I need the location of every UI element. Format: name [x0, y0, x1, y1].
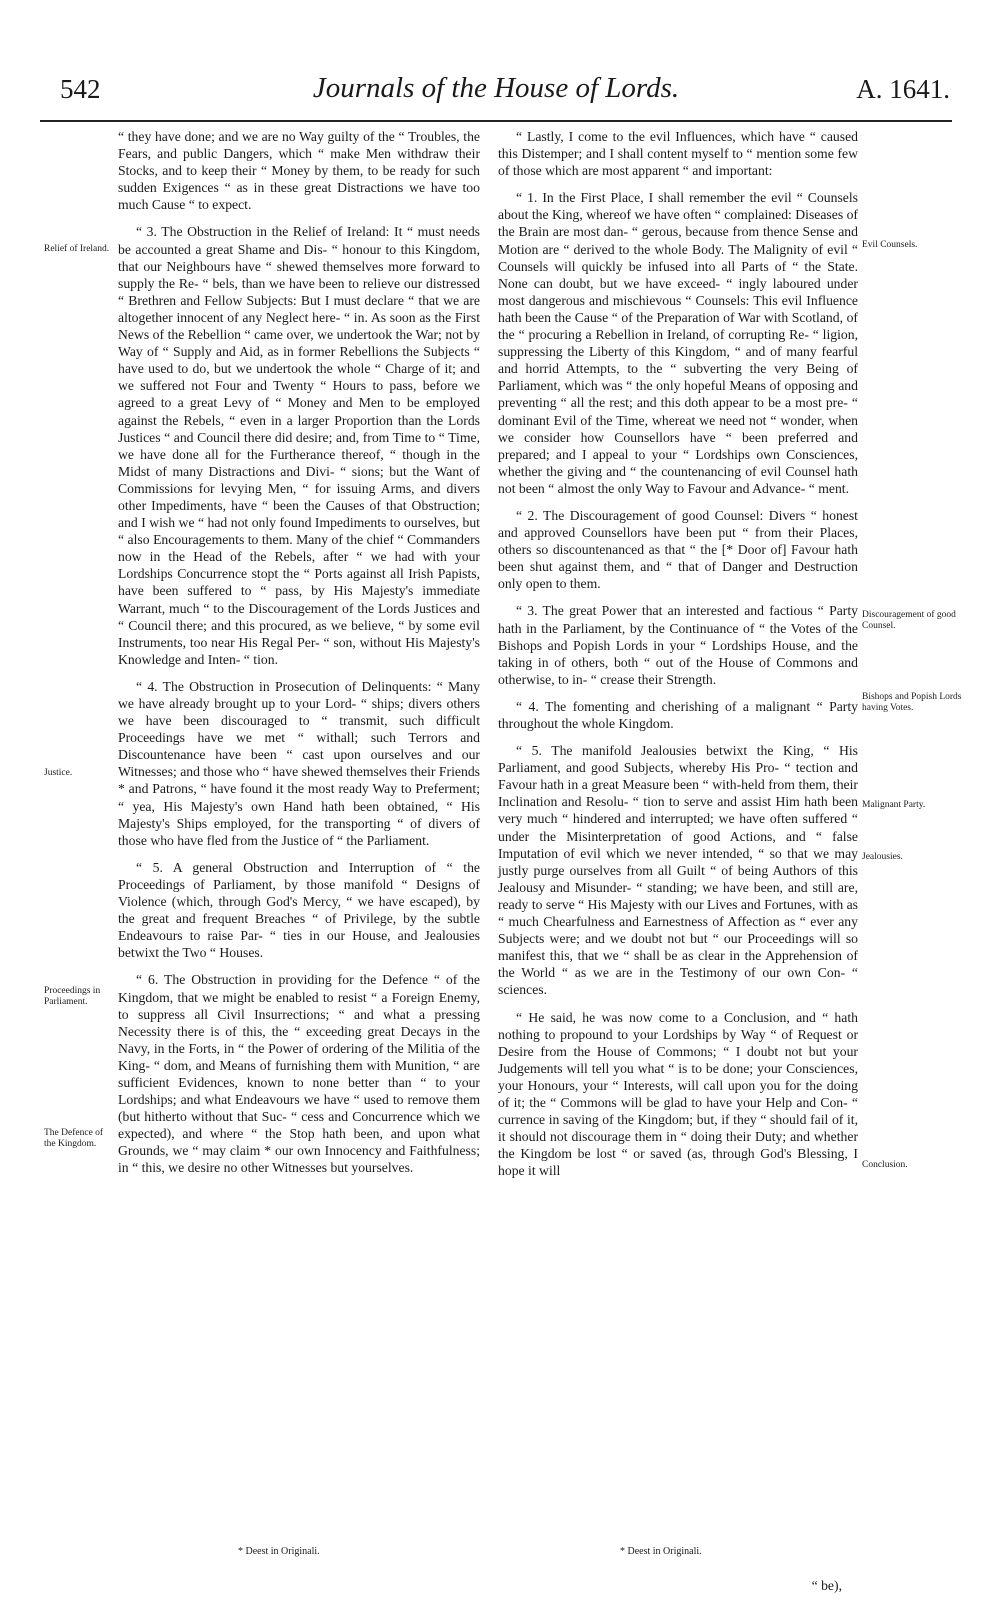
paragraph: “ He said, he was now come to a Conclusion, and “ hath nothing to propound to your Lordships by Way “ of Request or Desire from the House of Commons; “ I doubt not but your Judgements will tell you what “ is to be done; your Consciences, your Honours, your “ Interests, will call upon you for the doing of it; the “ Commons will be glad to have your Help and Con- “ currence in saving of the Kingdom; but, if they “ should fail of it, it should not discourage them in “ doing their Duty; and whether the Kingdom be lost “ or saved (as, through God's Blessing, I hope it will — [498, 1009, 858, 1179]
paragraph: “ 3. The great Power that an interested and factious “ Party hath in the Parliament, by the Continuance of “ the Votes of the Bishops and Popish Lords in your “ Lordships House, and the taking in of others, both “ out of the House of Commons and otherwise, to in- “ crease their Strength. — [498, 603, 858, 687]
catchword: “ be), — [811, 1578, 842, 1593]
page-number: 542 — [60, 74, 101, 104]
margin-note-bishops: Bishops and Popish Lords having Votes. — [862, 692, 962, 713]
margin-note-justice: Justice. — [44, 768, 73, 778]
paragraph: “ 3. The Obstruction in the Relief of Ireland: It “ must needs be accounted a great Shame and Dis- “ honour to this Kingdom, that our Neighbours have “ shewed themselves more forward to supply the Re- “ bels, than we have been to relieve our distressed “ Brethren and Fellow Subjects: But I must declare “ that we are altogether innocent of any Neglect here- “ in. As soon as the First News of the Rebellion “ came over, we undertook the War; not by Way of “ Supply and Aid, as in former Rebellions the Subjects “ have used to do, but we undertook the whole “ Charge of it; and we suffered not Four and Twenty “ Hours to pass, before we agreed to a great Levy of “ Money and Men to be employed against the Rebels, “ even in a larger Proportion than the Lords Justices “ and Council there did desire; and, from Time to “ Time, we have done all for the Furtherance thereof, “ though in the Midst of many Distractions and Divi- “ sions; but the Want of Commissions for levying Men, “ for issuing Arms, and divers other Impediments, have “ been the Causes of that Obstruction; and I wish we “ had not only found Impediments to ourselves, but “ also Encouragements to them. Many of the chief “ Commanders now in the Head of the Rebels, after “ we had with your Lordships Concurrence stopt the “ Ports against all Irish Papists, have been suffered to “ pass, by His Majesty's immediate Warrant, much “ to the Discouragement of the Lords Justices and “ Council there; and this procured, as we believe, “ by some evil Instruments, too near His Regal Per- “ son, without His Majesty's Knowledge and Inten- “ tion. — [118, 224, 480, 667]
paragraph: “ 6. The Obstruction in providing for the Defence “ of the Kingdom, that we might be enabled to resist “ a Foreign Enemy, to suppress all Civil Insurrections; “ and what a pressing Necessity there is of this, the “ exceeding great Decays in the Navy, in the Forts, in “ the Power of ordering of the Militia of the King- “ dom, and Means of furnishing them with Munition, “ are sufficient Evidences, known to none better than “ to your Lordships; and what Endeavours we have “ used to remove them (but hitherto without that Suc- “ cess and Concurrence which we expected), and where “ the Stop hath been, and upon what Grounds, we “ may claim * our own Innocency and Faithfulness; in “ this, we desire no other Witnesses but yourselves. — [118, 972, 480, 1176]
paragraph: “ 5. The manifold Jealousies betwixt the King, “ His Parliament, and good Subjects, whereby His Pro- “ tection and Favour hath in a great Measure been “ with-held from them, their Inclination and Resolu- “ tion to serve and assist Him hath been very much “ hindered and interrupted; we have often suffered “ under the Misinterpretation of good Actions, and “ false Imputation of evil which we never intended, “ so that we may justly purge ourselves from all Guilt “ of being Authors of this Jealousy and Misunder- “ standing; we have been, and still are, ready to serve “ His Majesty with our Lives and Fortunes, with as “ much Chearfulness and Earnestness of Affection as “ ever any Subjects were; and we doubt not but “ our Proceedings will so manifest this, that we “ shall be as clear in the Apprehension of the World “ as we are in the Testimony of our own Con- “ sciences. — [498, 743, 858, 998]
footnote-left: * Deest in Originali. — [238, 1546, 320, 1557]
paragraph: “ 4. The fomenting and cherishing of a malignant “ Party throughout the whole Kingdom. — [498, 698, 858, 731]
footnote-right: * Deest in Originali. — [620, 1546, 702, 1557]
header-rule — [40, 120, 952, 122]
year: A. 1641. — [856, 74, 950, 104]
page-header — [0, 0, 992, 118]
margin-note-jealousies: Jealousies. — [862, 852, 903, 862]
left-column — [118, 128, 480, 1187]
paragraph: “ Lastly, I come to the evil Influences, which have “ caused this Distemper; and I shall content myself to “ mention some few of those which are most apparent “ and important: — [498, 129, 858, 179]
margin-note-proceedings: Proceedings in Parliament. — [44, 986, 101, 1007]
paragraph: “ 1. In the First Place, I shall remember the evil “ Counsels about the King, whereof we have often “ complained: Diseases of the Brain are most dan- “ gerous, because from thence Sense and Motion are “ derived to the whole Body. The Malignity of evil “ Counsels will quickly be infused into all Parts of “ the State. None can doubt, but we have exceed- “ ingly laboured under most dangerous and mischievous “ Counsels: This evil Influence hath been the Cause “ of the Preparation of War with Scotland, of the “ procuring a Rebellion in Ireland, of corrupting Re- “ ligion, suppressing the Liberty of this Kingdom, “ and of many fearful and horrid Attempts, to the “ subverting the very Being of Parliament, which was “ the only hopeful Means of opposing and preventing “ all the rest; and this doth appear to be a most pre- “ dominant Evil of the Time, whereat we need not “ wonder, when we consider how Counsellors have “ been preferred and prepared; and I appeal to your “ Lordships own Consciences, whether the giving and “ the countenancing of evil Counsel hath not been “ almost the only Way to Favour and Advance- “ ment. — [498, 190, 858, 496]
paragraph: “ 5. A general Obstruction and Interruption of “ the Proceedings of Parliament, by those manifold “ Designs of Violence (which, through God's Mercy, “ we have escaped), by the great and frequent Breaches “ of Privilege, by the subtle Endeavours to raise Par- “ ties in our House, and Jealousies betwixt the Two “ Houses. — [118, 859, 480, 961]
paragraph: “ they have done; and we are no Way guilty of the “ Troubles, the Fears, and public Dangers, which “ make Men withdraw their Stocks, and to keep their “ Money by them, to be ready for such sudden Exigences “ as in these great Distractions we have too much Cause “ to expect. — [118, 129, 480, 213]
paragraph: “ 2. The Discouragement of good Counsel: Divers “ honest and approved Counsellors have been put “ from their Places, others so discountenanced as that “ the [* Door of] Favour hath been shut against them, and “ that of Danger and Destruction only open to them. — [498, 507, 858, 592]
margin-note-relief: Relief of Ireland. — [44, 244, 110, 254]
journal-title: Journals of the House of Lords. — [312, 72, 680, 104]
margin-note-conclusion: Conclusion. — [862, 1160, 908, 1170]
margin-note-discouragement: Discouragement of good Counsel. — [862, 610, 956, 631]
paragraph: “ 4. The Obstruction in Prosecution of Delinquents: “ Many we have already brought up to your Lord- “ ships; divers others we have been discouraged to “ transmit, such difficult Proceedings have we met “ withall; such Terrors and Discountenance have been “ cast upon ourselves and our Witnesses; and those who “ have shewed themselves their Friends * and Patrons, “ have found it the most ready Way to Preferment; “ yea, His Majesty's own Hand hath been obtained, “ His Majesty's Ships employed, for the transporting “ of divers of those who have fled from the Justice of “ the Parliament. — [118, 678, 480, 848]
margin-note-defence: The Defence of the Kingdom. — [44, 1128, 104, 1149]
right-column — [498, 128, 858, 1189]
margin-note-evil-counsels: Evil Counsels. — [862, 240, 918, 250]
margin-note-malignant: Malignant Party. — [862, 800, 926, 810]
